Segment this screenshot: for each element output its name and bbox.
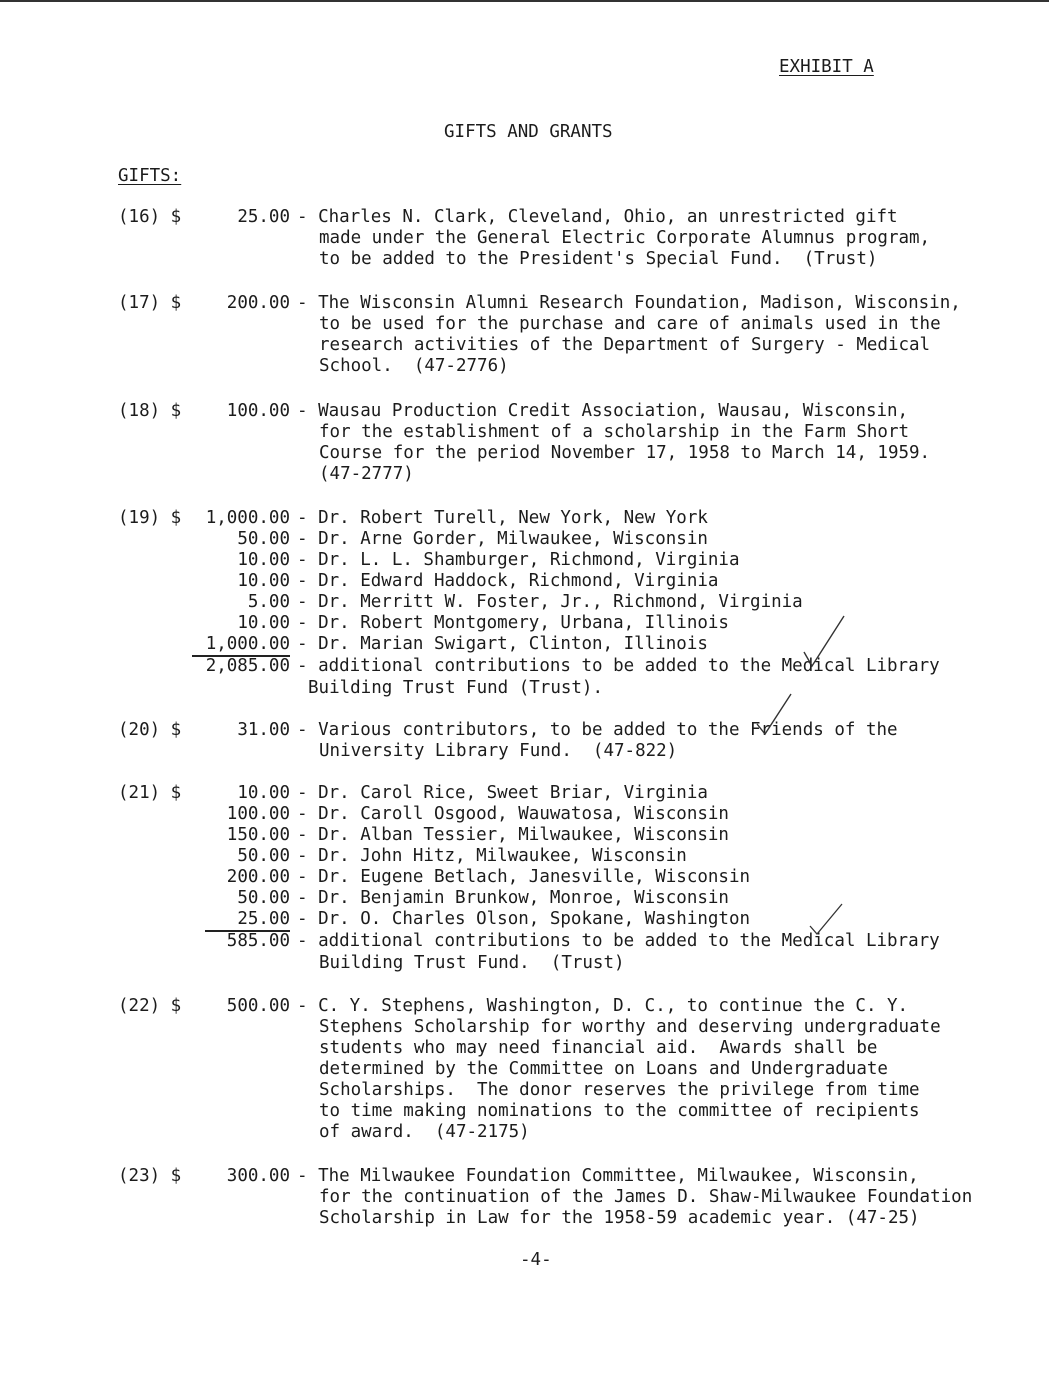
- gift-line: - Dr. O. Charles Olson, Spokane, Washington: [297, 909, 751, 929]
- gift-amount: 500.00: [226, 996, 290, 1016]
- gift-amount: 10.00: [237, 613, 290, 633]
- gift-description-line: (47-2777): [319, 464, 414, 484]
- entry-label: (22) $: [118, 996, 182, 1016]
- gift-line: - additional contributions to be added to the Medical Library: [297, 931, 940, 951]
- gift-amount: 300.00: [226, 1166, 290, 1186]
- section-heading: GIFTS:: [118, 166, 182, 186]
- gift-amount: 1,000.00: [205, 634, 290, 654]
- gift-line: - The Milwaukee Foundation Committee, Milwaukee, Wisconsin,: [297, 1166, 919, 1186]
- gift-line: - Dr. Benjamin Brunkow, Monroe, Wisconsin: [297, 888, 729, 908]
- gift-total: 2,085.00: [205, 656, 290, 676]
- handwritten-check-mark: [800, 612, 850, 672]
- entry-label: (21) $: [118, 783, 182, 803]
- gift-amount: 25.00: [237, 207, 290, 227]
- gift-line: - Dr. Arne Gorder, Milwaukee, Wisconsin: [297, 529, 708, 549]
- gift-amount: 100.00: [226, 804, 290, 824]
- exhibit-label: EXHIBIT A: [779, 57, 874, 77]
- entry-label: (20) $: [118, 720, 182, 740]
- gift-description-line: determined by the Committee on Loans and Undergraduate: [319, 1059, 888, 1079]
- gift-line: - additional contributions to be added to the Medical Library: [297, 656, 940, 676]
- gift-amount: 5.00: [247, 592, 290, 612]
- gift-description-line: to be added to the President's Special Fund. (Trust): [319, 249, 878, 269]
- gift-description-line: Course for the period November 17, 1958 to March 14, 1959.: [319, 443, 931, 463]
- entry-label: (18) $: [118, 401, 182, 421]
- gift-line: - Dr. Marian Swigart, Clinton, Illinois: [297, 634, 708, 654]
- gift-description-line: to be used for the purchase and care of animals used in the: [319, 314, 941, 334]
- gift-amount: 100.00: [226, 401, 290, 421]
- page-title: GIFTS AND GRANTS: [444, 122, 613, 142]
- gift-line: - Dr. L. L. Shamburger, Richmond, Virginia: [297, 550, 740, 570]
- gift-line: - Various contributors, to be added to the Friends of the: [297, 720, 898, 740]
- gift-line: - Dr. Robert Turell, New York, New York: [297, 508, 708, 528]
- gift-amount: 10.00: [237, 550, 290, 570]
- gift-amount: 10.00: [237, 571, 290, 591]
- entry-label: (17) $: [118, 293, 182, 313]
- gift-description-line: made under the General Electric Corporate Alumnus program,: [319, 228, 931, 248]
- gift-amount: 150.00: [226, 825, 290, 845]
- gift-amount: 50.00: [237, 888, 290, 908]
- entry-label: (16) $: [118, 207, 182, 227]
- gift-amount: 25.00: [237, 909, 290, 929]
- gift-line: - Dr. Edward Haddock, Richmond, Virginia: [297, 571, 719, 591]
- gift-line: - Dr. Merritt W. Foster, Jr., Richmond, Virginia: [297, 592, 803, 612]
- gift-total: 585.00: [226, 931, 290, 951]
- gift-line: - C. Y. Stephens, Washington, D. C., to continue the C. Y.: [297, 996, 909, 1016]
- gift-line: - Dr. Caroll Osgood, Wauwatosa, Wisconsin: [297, 804, 729, 824]
- gift-amount: 1,000.00: [205, 508, 290, 528]
- gift-line: - Dr. Eugene Betlach, Janesville, Wisconsin: [297, 867, 751, 887]
- gift-line: - Dr. Carol Rice, Sweet Briar, Virginia: [297, 783, 708, 803]
- gift-description-line: University Library Fund. (47-822): [319, 741, 678, 761]
- gift-description-line: School. (47-2776): [319, 356, 509, 376]
- gift-description-line: to time making nominations to the committee of recipients: [319, 1101, 920, 1121]
- gift-amount: 50.00: [237, 846, 290, 866]
- gift-line: - Charles N. Clark, Cleveland, Ohio, an unrestricted gift: [297, 207, 898, 227]
- entry-label: (19) $: [118, 508, 182, 528]
- gift-amount: 10.00: [237, 783, 290, 803]
- gift-description-line: Building Trust Fund. (Trust): [319, 953, 625, 973]
- scan-edge-line: [0, 0, 1049, 2]
- gift-line: - Wausau Production Credit Association, Wausau, Wisconsin,: [297, 401, 909, 421]
- gift-line: - The Wisconsin Alumni Research Foundation, Madison, Wisconsin,: [297, 293, 961, 313]
- handwritten-check-mark: [755, 690, 795, 740]
- gift-description-line: for the establishment of a scholarship in the Farm Short: [319, 422, 910, 442]
- gift-description-line: research activities of the Department of Surgery - Medical: [319, 335, 931, 355]
- gift-line: - Dr. Alban Tessier, Milwaukee, Wisconsin: [297, 825, 729, 845]
- gift-description-line: of award. (47-2175): [319, 1122, 530, 1142]
- handwritten-check-mark: [808, 900, 848, 940]
- gift-description-line: Stephens Scholarship for worthy and deserving undergraduate: [319, 1017, 941, 1037]
- entry-label: (23) $: [118, 1166, 182, 1186]
- gift-description-line: for the continuation of the James D. Shaw-Milwaukee Foundation: [319, 1187, 973, 1207]
- gift-amount: 200.00: [226, 293, 290, 313]
- gift-description-line: Scholarship in Law for the 1958-59 academic year. (47-25): [319, 1208, 920, 1228]
- gift-line: - Dr. Robert Montgomery, Urbana, Illinois: [297, 613, 729, 633]
- gift-amount: 200.00: [226, 867, 290, 887]
- gift-description-line: students who may need financial aid. Awards shall be: [319, 1038, 878, 1058]
- gift-description-line: Scholarships. The donor reserves the privilege from time: [319, 1080, 920, 1100]
- gift-amount: 31.00: [237, 720, 290, 740]
- gift-line: - Dr. John Hitz, Milwaukee, Wisconsin: [297, 846, 687, 866]
- gift-description-line: Building Trust Fund (Trust).: [308, 678, 604, 698]
- gift-amount: 50.00: [237, 529, 290, 549]
- page-number: -4-: [520, 1250, 552, 1270]
